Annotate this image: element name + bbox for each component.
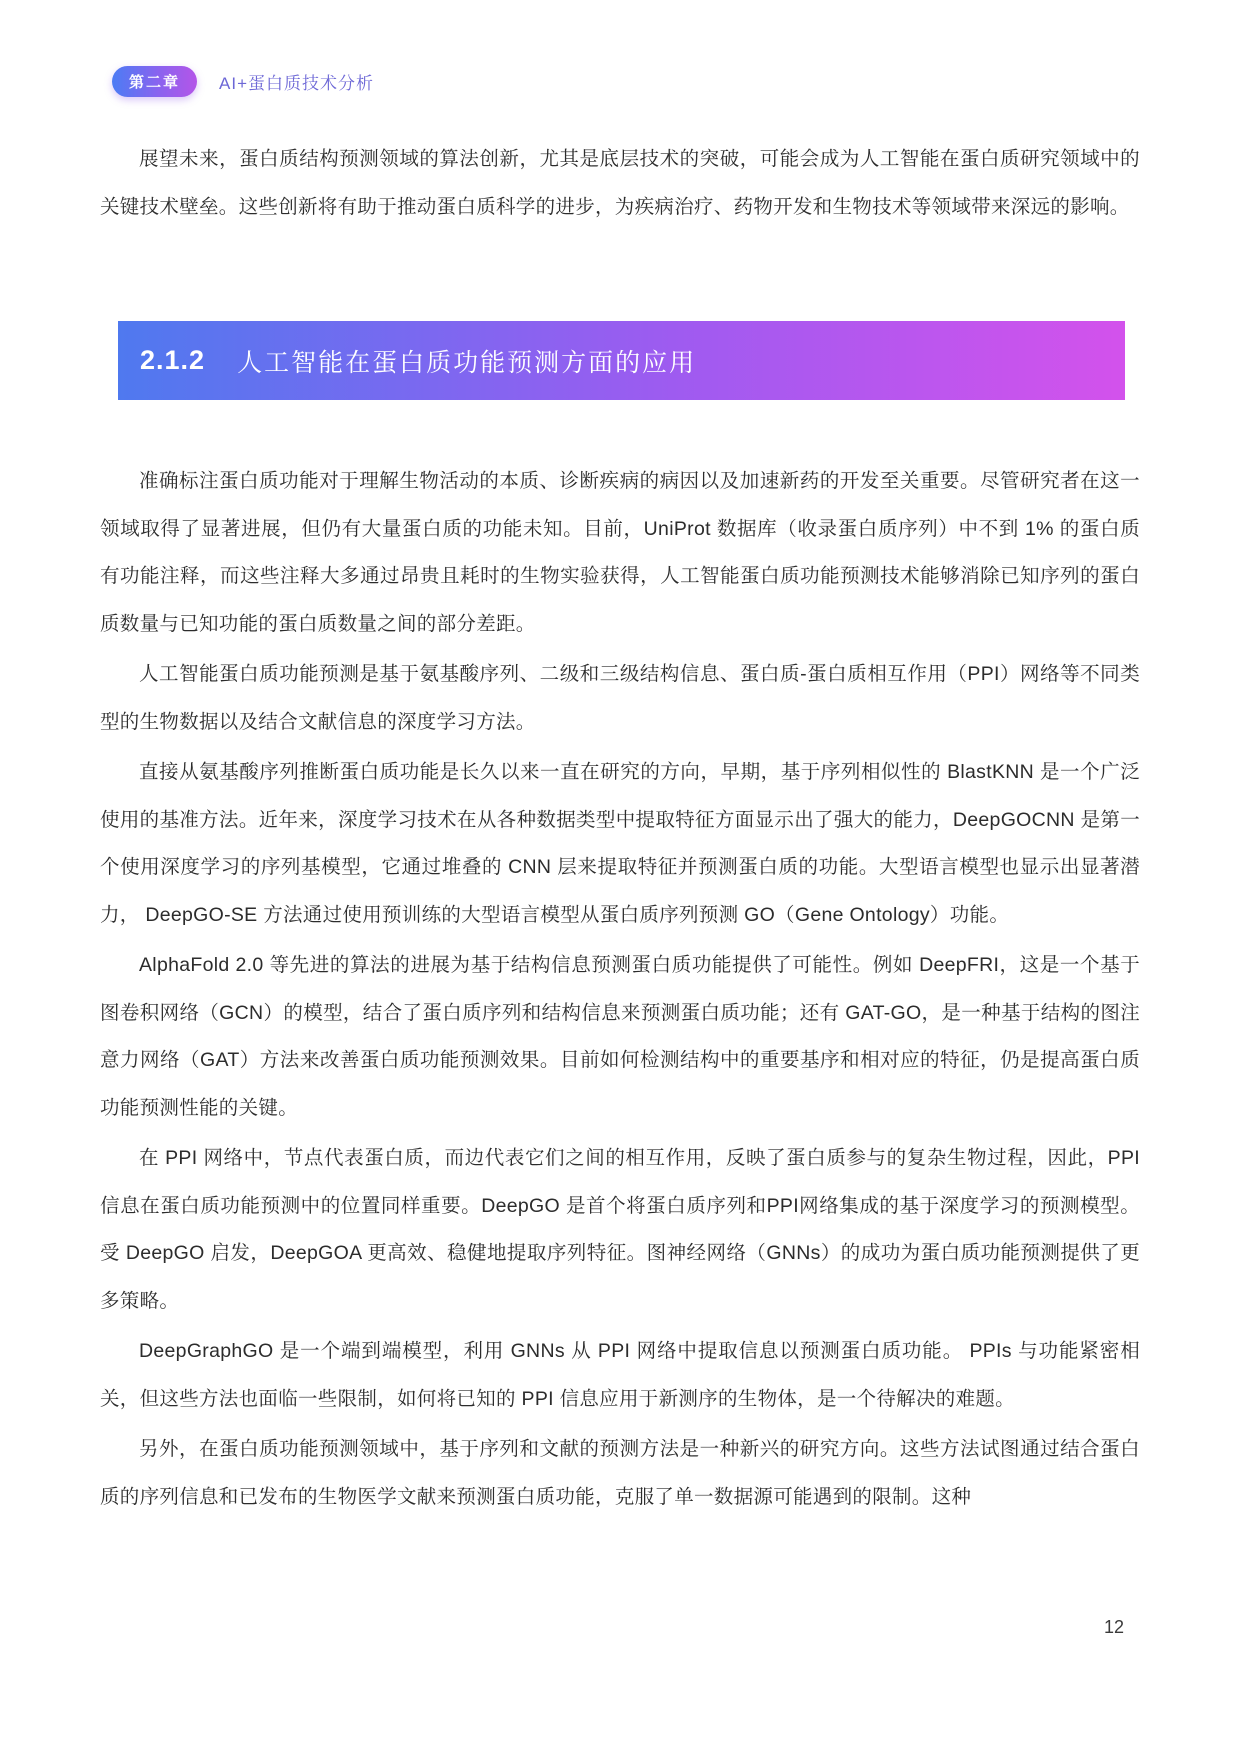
paragraph: 人工智能蛋白质功能预测是基于氨基酸序列、二级和三级结构信息、蛋白质-蛋白质相互作用（PPI）网络等不同类型的生物数据以及结合文献信息的深度学习方法。 <box>100 663 1140 733</box>
section-number: 2.1.2 <box>140 345 206 375</box>
paragraph: 直接从氨基酸序列推断蛋白质功能是长久以来一直在研究的方向，早期，基于序列相似性的 BlastKNN 是一个广泛使用的基准方法。近年来，深度学习技术在从各种数据类型中提取特征方面显示出了强大的能力，DeepGOCNN 是第一个使用深度学习的序列基模型，它通过堆叠的 CNN 层来提取特征并预测蛋白质的功能。大型语言模型也显示出显著潜力， DeepGO-SE 方法通过使用预训练的大型语言模型从蛋白质序列预测 GO（Gene Ontology）功能。 <box>100 761 1140 926</box>
paragraph: 在 PPI 网络中，节点代表蛋白质，而边代表它们之间的相互作用，反映了蛋白质参与的复杂生物过程，因此，PPI 信息在蛋白质功能预测中的位置同样重要。DeepGO 是首个将蛋白质序列和PPI网络集成的基于深度学习的预测模型。受 DeepGO 启发，DeepGOA 更高效、稳健地提取序列特征。图神经网络（GNNs）的成功为蛋白质功能预测提供了更多策略。 <box>100 1147 1140 1312</box>
paragraph: 另外，在蛋白质功能预测领域中，基于序列和文献的预测方法是一种新兴的研究方向。这些方法试图通过结合蛋白质的序列信息和已发布的生物医学文献来预测蛋白质功能，克服了单一数据源可能遇到的限制。这种 <box>100 1438 1140 1508</box>
paragraph: 准确标注蛋白质功能对于理解生物活动的本质、诊断疾病的病因以及加速新药的开发至关重要。尽管研究者在这一领域取得了显著进展，但仍有大量蛋白质的功能未知。目前，UniProt 数据库（收录蛋白质序列）中不到 1% 的蛋白质有功能注释，而这些注释大多通过昂贵且耗时的生物实验获得，人工智能蛋白质功能预测技术能够消除已知序列的蛋白质数量与已知功能的蛋白质数量之间的部分差距。 <box>100 470 1140 635</box>
paragraph: AlphaFold 2.0 等先进的算法的进展为基于结构信息预测蛋白质功能提供了可能性。例如 DeepFRI，这是一个基于图卷积网络（GCN）的模型，结合了蛋白质序列和结构信息来预测蛋白质功能；还有 GAT-GO，是一种基于结构的图注意力网络（GAT）方法来改善蛋白质功能预测效果。目前如何检测结构中的重要基序和相对应的特征，仍是提高蛋白质功能预测性能的关键。 <box>100 954 1140 1119</box>
chapter-title: AI+蛋白质技术分析 <box>219 74 375 93</box>
intro-paragraph: 展望未来，蛋白质结构预测领域的算法创新，尤其是底层技术的突破，可能会成为人工智能在蛋白质研究领域中的关键技术壁垒。这些创新将有助于推动蛋白质科学的进步，为疾病治疗、药物开发和生物技术等领域带来深远的影响。 <box>100 148 1140 218</box>
section-heading-banner <box>118 321 1125 400</box>
section-title: 人工智能在蛋白质功能预测方面的应用 <box>237 348 697 377</box>
page-number: 12 <box>1103 1617 1124 1637</box>
paragraph: DeepGraphGO 是一个端到端模型，利用 GNNs 从 PPI 网络中提取信息以预测蛋白质功能。 PPIs 与功能紧密相关，但这些方法也面临一些限制，如何将已知的 PPI 信息应用于新测序的生物体，是一个待解决的难题。 <box>100 1340 1140 1410</box>
chapter-badge: 第二章 <box>112 66 197 97</box>
page-content <box>100 0 1140 1521</box>
